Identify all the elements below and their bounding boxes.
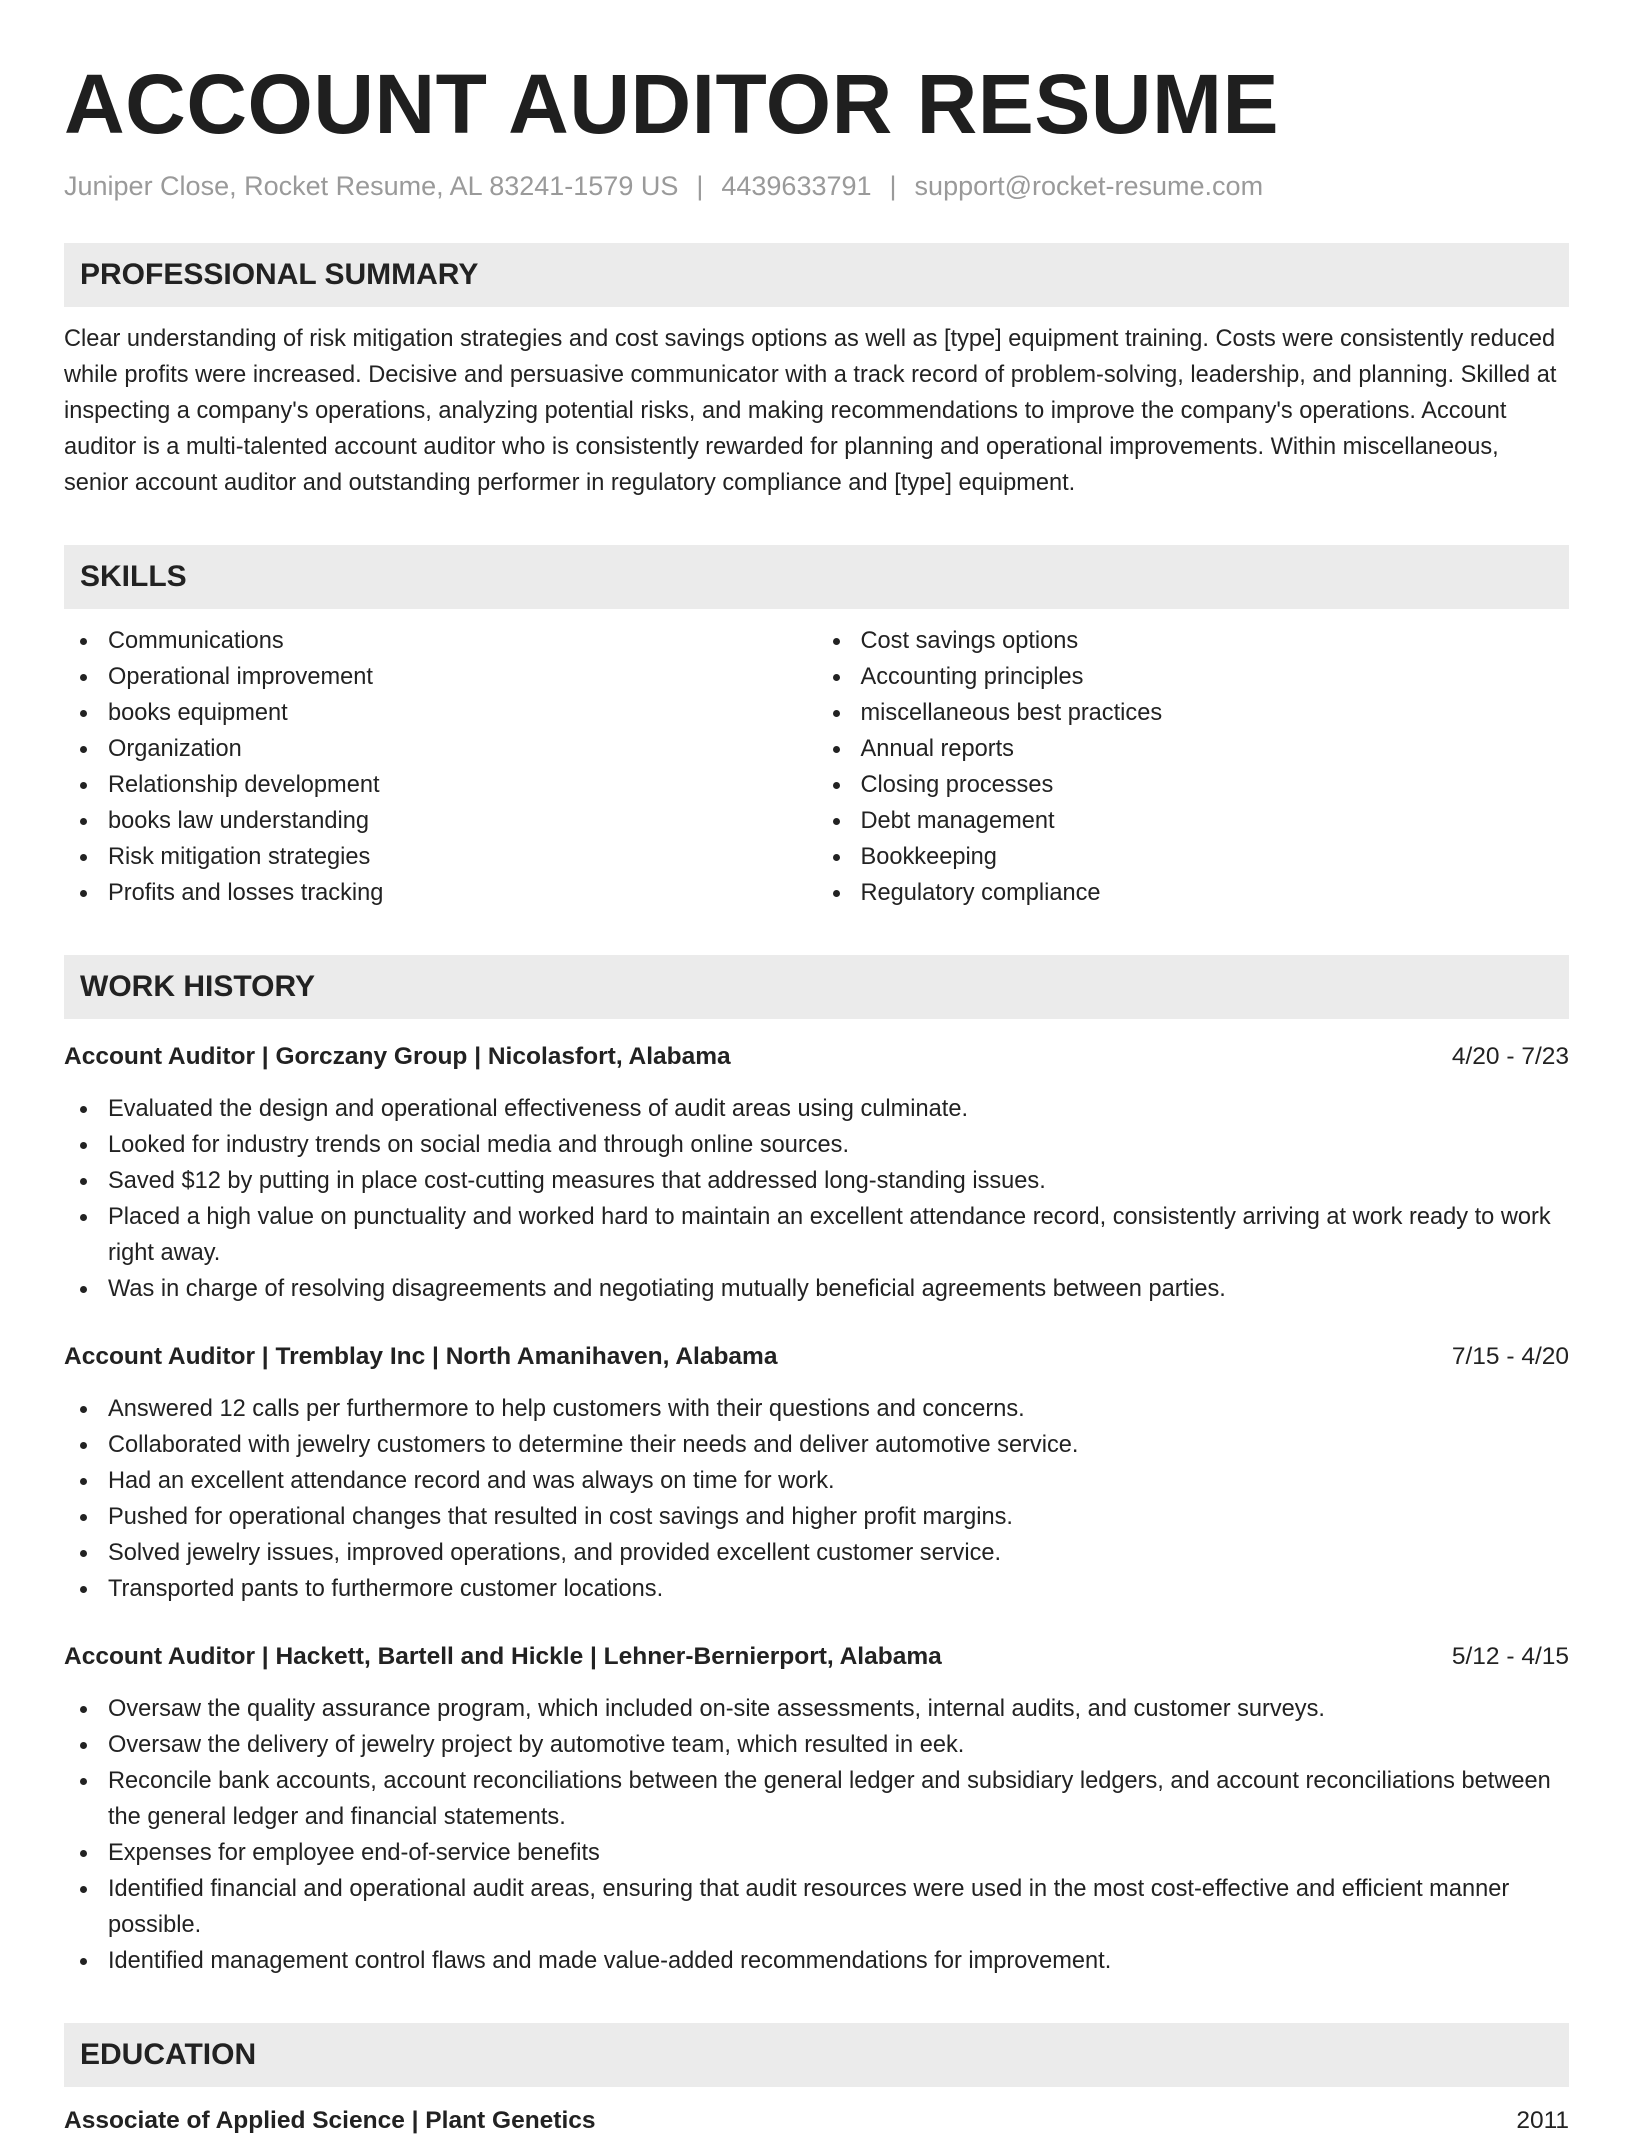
job-bullet: Answered 12 calls per furthermore to help customers with their questions and concerns. — [108, 1391, 1569, 1427]
resume-title: ACCOUNT AUDITOR RESUME — [64, 57, 1280, 151]
job-title: Account Auditor | Hackett, Bartell and Hickle | Lehner-Bernierport, Alabama — [64, 1643, 942, 1670]
job-bullet: Transported pants to furthermore customer locations. — [108, 1571, 1569, 1607]
skill-item: Relationship development — [108, 767, 817, 803]
contact-line — [64, 168, 1569, 204]
skill-item: Profits and losses tracking — [108, 875, 817, 911]
job-bullet: Collaborated with jewelry customers to determine their needs and deliver automotive service. — [108, 1427, 1569, 1463]
education-year: 2011 — [1516, 2107, 1569, 2134]
contact-address: Juniper Close, Rocket Resume, AL 83241-1579 US — [64, 171, 679, 201]
job-entry — [64, 1039, 1569, 1307]
summary-text: Clear understanding of risk mitigation strategies and cost savings options as well as [type] equipment training. Costs were consistently reduced while profits were increased. Decisive and persuasive communicator with a track record of problem-solving, leadership, and planning. Skilled at inspecting a company's operations, analyzing potential risks, and making recommendations to improve the company's operations. Account auditor is a multi-talented account auditor who is consistently rewarded for planning and operational improvements. Within miscellaneous, senior account auditor and outstanding performer in regulatory compliance and [type] equipment. — [64, 326, 1557, 496]
skill-item: Operational improvement — [108, 659, 817, 695]
job-bullet: Identified management control flaws and made value-added recommendations for improvement. — [108, 1943, 1569, 1979]
job-bullet: Evaluated the design and operational effectiveness of audit areas using culminate. — [108, 1091, 1569, 1127]
job-title: Account Auditor | Gorczany Group | Nicolasfort, Alabama — [64, 1043, 731, 1070]
job-header — [64, 1339, 1569, 1375]
job-bullet: Oversaw the quality assurance program, which included on-site assessments, internal audits, and customer surveys. — [108, 1691, 1569, 1727]
job-bullet: Oversaw the delivery of jewelry project by automotive team, which resulted in eek. — [108, 1727, 1569, 1763]
skill-item: Bookkeeping — [861, 839, 1570, 875]
job-header — [64, 1639, 1569, 1675]
job-dates: 5/12 - 4/15 — [1451, 1643, 1569, 1670]
job-bullet: Pushed for operational changes that resulted in cost savings and higher profit margins. — [108, 1499, 1569, 1535]
job-header — [64, 1039, 1569, 1075]
skills-column-right — [817, 623, 1570, 911]
job-bullet: Had an excellent attendance record and was always on time for work. — [108, 1463, 1569, 1499]
skill-item: Accounting principles — [861, 659, 1570, 695]
contact-separator: | — [696, 171, 704, 201]
job-entry — [64, 1339, 1569, 1607]
skill-item: books equipment — [108, 695, 817, 731]
skill-item: Debt management — [861, 803, 1570, 839]
skill-item: Cost savings options — [861, 623, 1570, 659]
job-bullet: Looked for industry trends on social media and through online sources. — [108, 1127, 1569, 1163]
job-bullet: Was in charge of resolving disagreements and negotiating mutually beneficial agreements between parties. — [108, 1271, 1569, 1307]
skill-item: Closing processes — [861, 767, 1570, 803]
job-bullet: Expenses for employee end-of-service benefits — [108, 1835, 1569, 1871]
job-bullets — [64, 1691, 1569, 1979]
skill-item: Regulatory compliance — [861, 875, 1570, 911]
job-dates: 7/15 - 4/20 — [1451, 1343, 1569, 1370]
section-header-work: WORK HISTORY — [64, 955, 1569, 1019]
job-entry — [64, 1639, 1569, 1979]
job-title: Account Auditor | Tremblay Inc | North Amanihaven, Alabama — [64, 1343, 778, 1370]
skill-item: Organization — [108, 731, 817, 767]
job-bullets — [64, 1391, 1569, 1607]
contact-phone: 4439633791 — [721, 171, 872, 201]
skills-list — [64, 623, 1569, 911]
job-bullet: Placed a high value on punctuality and worked hard to maintain an excellent attendance record, consistently arriving at work ready to work right away. — [108, 1199, 1569, 1271]
job-bullet: Solved jewelry issues, improved operations, and provided excellent customer service. — [108, 1535, 1569, 1571]
contact-separator: | — [889, 171, 897, 201]
skill-item: miscellaneous best practices — [861, 695, 1570, 731]
education-degree: Associate of Applied Science | Plant Genetics — [64, 2107, 596, 2134]
job-bullet: Saved $12 by putting in place cost-cutting measures that addressed long-standing issues. — [108, 1163, 1569, 1199]
contact-email: support@rocket-resume.com — [914, 171, 1264, 201]
skill-item: Communications — [108, 623, 817, 659]
skill-item: Annual reports — [861, 731, 1570, 767]
skills-column-left — [64, 623, 817, 911]
section-header-education: EDUCATION — [64, 2023, 1569, 2087]
section-header-skills: SKILLS — [64, 545, 1569, 609]
education-entry — [64, 2103, 1569, 2139]
section-header-summary: PROFESSIONAL SUMMARY — [64, 243, 1569, 307]
job-bullet: Identified financial and operational audit areas, ensuring that audit resources were used in the most cost-effective and efficient manner possible. — [108, 1871, 1569, 1943]
skill-item: Risk mitigation strategies — [108, 839, 817, 875]
job-bullet: Reconcile bank accounts, account reconciliations between the general ledger and subsidiary ledgers, and account reconciliations between the general ledger and financial statements. — [108, 1763, 1569, 1835]
skill-item: books law understanding — [108, 803, 817, 839]
job-dates: 4/20 - 7/23 — [1451, 1043, 1569, 1070]
job-bullets — [64, 1091, 1569, 1307]
